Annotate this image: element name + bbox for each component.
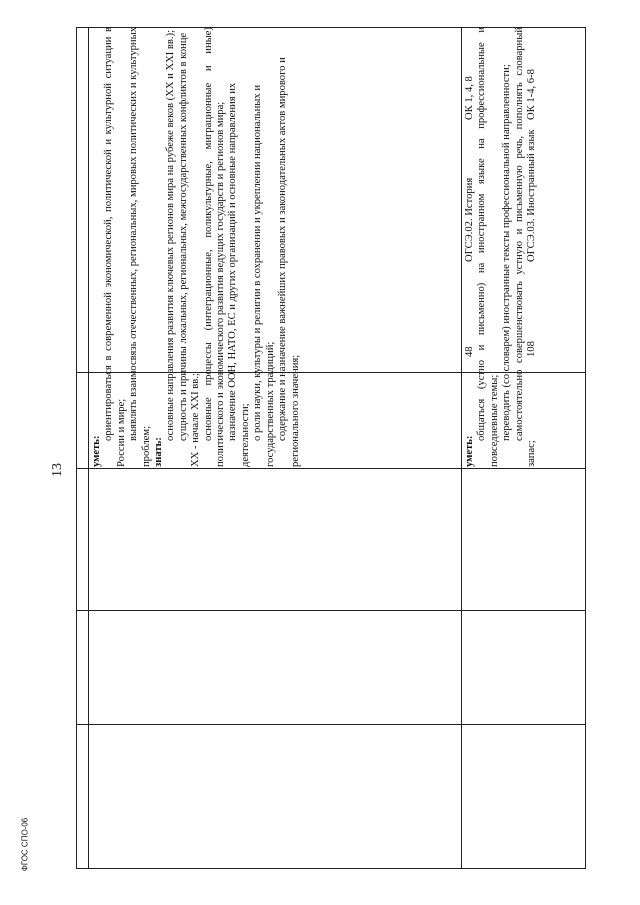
content-item: ориентироваться в современной экономической, политической и культурной ситуации в России и мире; — [103, 27, 127, 467]
content-item: основные процессы (интеграционные, поликультурные, миграционные и иные) политического и экономического развития ведущих государств и регионов мира; — [202, 27, 227, 467]
section-heading: уметь: — [464, 435, 475, 467]
footer-code: ФГОС СПО-06 — [20, 817, 30, 872]
row1-discipline: ОГСЭ.02. История — [464, 177, 475, 262]
content-item: содержание и назначение важнейших правовых и законодательных актов мирового и регионального значения; — [277, 57, 301, 467]
row1-competencies: ОК 1, 4, 8 — [464, 76, 475, 120]
content-item: основные направления развития ключевых регионов мира на рубеже веков (XX и XXI вв.); — [165, 29, 177, 441]
content-item: назначение ООН, НАТО, ЕС и других организаций и основные направления их деятельности; — [227, 82, 251, 467]
content-item: выявлять взаимосвязь отечественных, региональных, мировых политических и культурных проблем; — [128, 27, 152, 467]
content-item: самостоятельно совершенствовать устную и письменную речь, пополнять словарный запас; — [513, 27, 538, 467]
row2-hours: 108 — [526, 341, 537, 357]
page-number: 13 — [50, 463, 65, 477]
section-heading: знать: — [153, 437, 165, 467]
row2-competencies: ОК 1-4, 6-8 — [526, 69, 537, 120]
section-heading: уметь: — [91, 435, 102, 467]
row1-content — [91, 27, 302, 467]
content-item: о роли науки, культуры и религии в сохранении и укреплении национальных и государственных традиций; — [252, 84, 276, 467]
row1-hours: 48 — [464, 346, 475, 357]
curriculum-table — [76, 27, 586, 869]
content-item: общаться (устно и письменно) на иностранном языке на профессиональные и повседневные темы; — [476, 27, 500, 467]
content-item: сущность и причины локальных, региональных, межгосударственных конфликтов в конце XX - начале XXI вв.; — [177, 32, 202, 467]
content-item: переводить (со словарем) иностранные тексты профессиональной направленности; — [501, 64, 513, 441]
row2-discipline: ОГСЭ.03. Иностранный язык — [526, 129, 537, 262]
